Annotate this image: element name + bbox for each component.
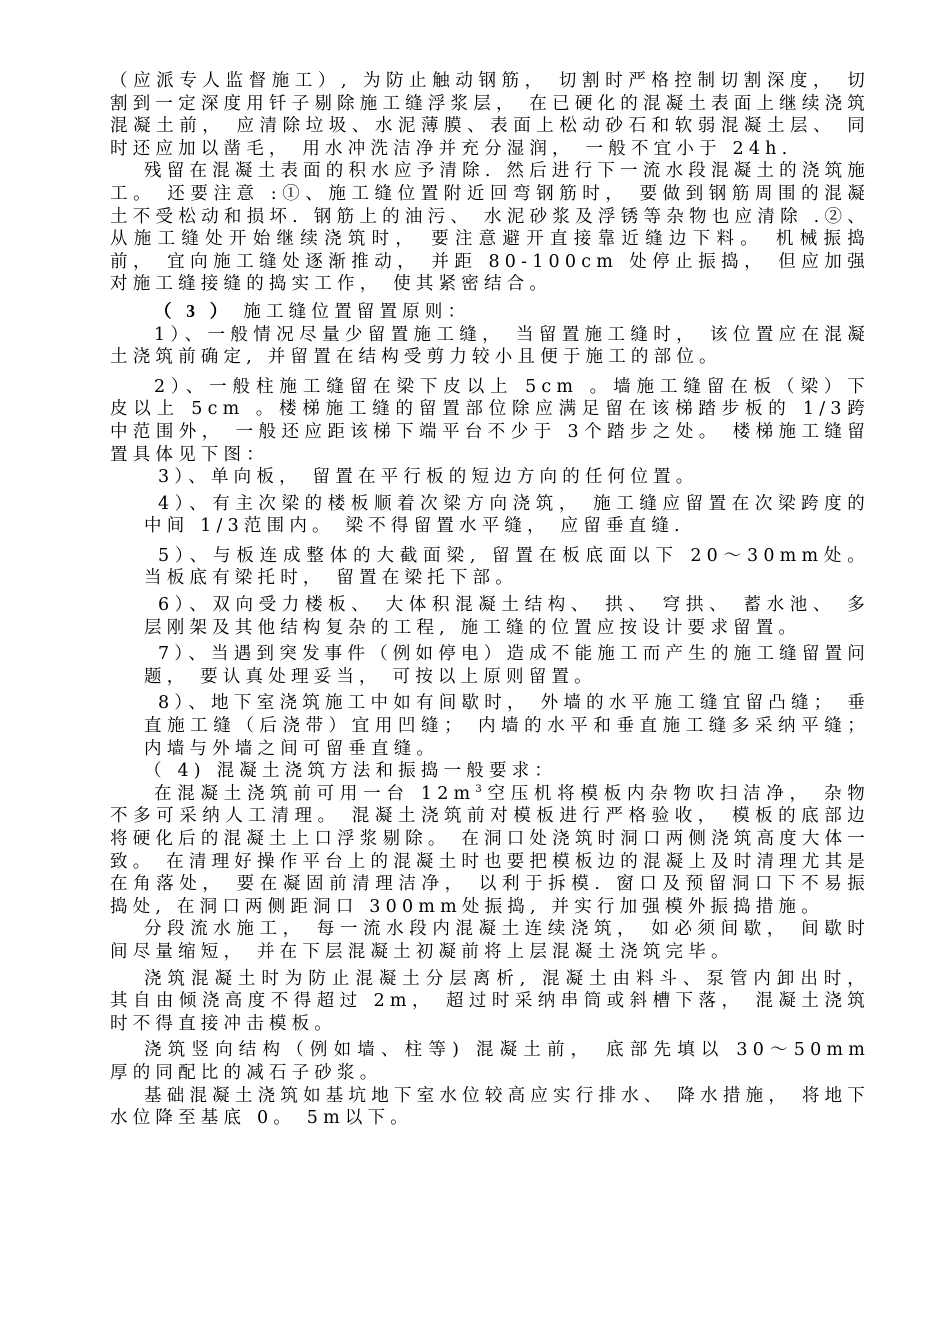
section-heading-joint-principles [110,300,870,324]
rule-item-7: 7）、当遇到突发事件（例如停电）造成不能施工而产生的施工缝留置问题， 要认真处理妥当， 可按以上原则留置。 [144,644,870,687]
paragraph-staged-pouring: 分段流水施工， 每一流水段内混凝土连续浇筑， 如必须间歇， 间歇时间尽量缩短， 并在下层混凝土初凝前将上层混凝土浇筑完毕。 [110,919,870,962]
paragraph-pre-pour-cleaning [110,783,870,919]
section-number: （ 3 ） [154,300,233,321]
section-title: 施工缝位置留置原则： [243,301,471,322]
paragraph-foundation-dewatering: 基础混凝土浇筑如基坑地下室水位较高应实行排水、 降水措施， 将地下水位降至基底 0。 5m以下。 [110,1085,870,1129]
document-page [110,70,870,1130]
rule-item-3: 3）、单向板， 留置在平行板的短边方向的任何位置。 [158,467,699,488]
paragraph-pre-pour-cleaning-rest: 空压机将模板内杂物吹扫洁净， 杂物不多可采纳人工清理。 混凝土浇筑前对模板进行严格验收， 模板的底部边将硬化后的混凝土上口浮浆剔除。 在洞口处浇筑时洞口两侧浇筑高度大体一致。 在清理好操作平台上的混凝土时也要把模板边的混凝上及时清理尤其是在角落处， 要在凝固前清理洁净， 以利于拆模. 窗口及预留洞口下不易振捣处, 在洞口两侧距洞口 300mm处振捣, 并实行加强模外振捣措施。 [110,783,870,917]
paragraph-segregation: 浇筑混凝土时为防止混凝土分层离析, 混凝土由料斗、泵管内卸出时， 其自由倾浇高度不得超过 2m， 超过时采纳串筒或斜槽下落， 混凝土浇筑时不得直接冲击模板。 [110,968,870,1034]
paragraph-residual-water: 残留在混凝土表面的积水应予清除. 然后进行下一流水段混凝土的浇筑施工。 还要注意 :①、施工缝位置附近回弯钢筋时， 要做到钢筋周围的混凝土不受松动和损坏. 钢筋上的油污、 水泥砂浆及浮锈等杂物也应清除 .②、从施工缝处开始继续浇筑时， 要注意避开直接靠近缝边下料。 机械振捣前， 宜向施工缝处逐渐推动， 并距 80-100cm 处停止振捣， 但应加强对施工缝接缝的捣实工作， 使其紧密结合。 [110,161,870,295]
rule-item-4: 4）、有主次梁的楼板顺着次梁方向浇筑， 施工缝应留置在次梁跨度的中间 1/3范围内。 梁不得留置水平缝， 应留垂直缝. [144,493,870,537]
paragraph-vertical-structure: 浇筑竖向结构（例如墙、柱等) 混凝土前， 底部先填以 30～50mm 厚的同配比的减石子砂浆。 [110,1040,870,1083]
section-heading-pouring-method: （ 4) 混凝土浇筑方法和振捣一般要求： [144,761,558,782]
rule-item-1: 1）、一般情况尽量少留置施工缝， 当留置施工缝时， 该位置应在混凝土浇筑前确定, 并留置在结构受剪力较小且便于施工的部位。 [110,324,870,368]
rule-item-5: 5）、与板连成整体的大截面梁, 留置在板底面以下 20～30mm处。当板底有梁托时， 留置在梁托下部。 [144,545,870,589]
rule-item-6: 6）、双向受力楼板、 大体积混凝土结构、 拱、 穹拱、 蓄水池、 多层刚架及其他结构复杂的工程, 施工缝的位置应按设计要求留置。 [144,595,870,638]
rule-item-2: 2）、一般柱施工缝留在梁下皮以上 5cm 。墙施工缝留在板（梁）下皮以上 5cm 。楼梯施工缝的留置部位除应满足留在该梯踏步板的 1/3跨中范围外， 一般还应距该梯下端平台不少于 3个踏步之处。 楼梯施工缝留置具体见下图： [110,376,870,465]
rule-item-8: 8）、地下室浇筑施工中如有间歇时， 外墙的水平施工缝宜留凸缝； 垂直施工缝（后浇带）宜用凹缝； 内墙的水平和垂直施工缝多采纳平缝； 内墙与外墙之间可留垂直缝。 [144,693,870,759]
paragraph-pre-pour-cleaning-start: 在混凝土浇筑前可用一台 12m [154,783,476,804]
superscript-cubic: 3 [475,783,487,795]
paragraph-construction-joint-treatment: （应派专人监督施工）, 为防止触动钢筋， 切割时严格控制切割深度， 切割到一定深度用钎子剔除施工缝浮浆层， 在已硬化的混凝土表面上继续浇筑混凝土前， 应清除垃圾、水泥薄膜、表面上松动砂石和软弱混凝土层、 同时还应加以凿毛， 用水冲洗洁净并充分湿润， 一般不宜小于 24h. [110,71,870,159]
